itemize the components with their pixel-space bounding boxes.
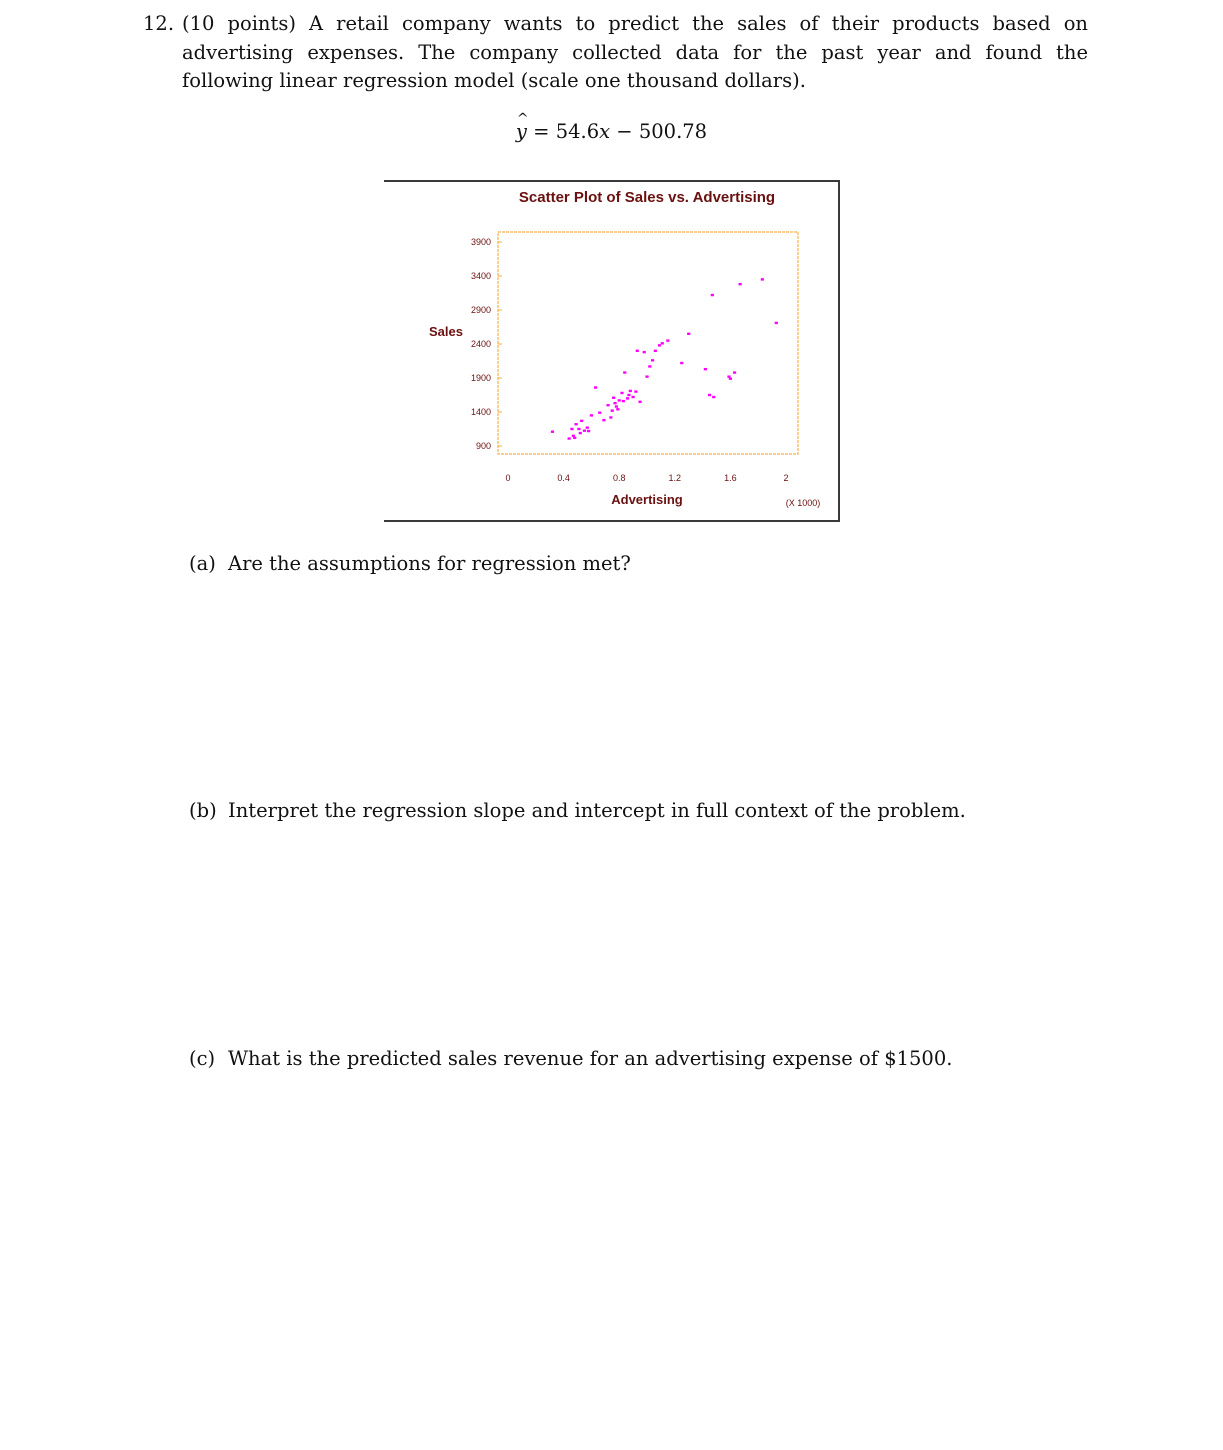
chart-title: Scatter Plot of Sales vs. Advertising [518,189,776,206]
scatter-point [570,428,573,430]
scatter-point [632,396,635,398]
y-tick-label: 2900 [470,305,491,315]
question-c-label: (c) [189,1047,216,1070]
y-tick-label: 1400 [470,407,491,417]
question-c-text: What is the predicted sales revenue for an advertising expense of $1500. [228,1047,953,1070]
scatter-point [634,390,637,392]
plot-area-border [498,232,798,454]
scatter-point [598,411,601,413]
problem-number: 12. [143,12,175,35]
equation-lhs: ^ y [516,120,527,143]
x-tick-label: 2 [783,473,789,483]
scatter-point [579,432,582,434]
x-tick-label: 1.6 [724,473,737,483]
scatter-point [580,420,583,422]
scatter-point [620,392,623,394]
scatter-point [606,404,609,406]
equation-variable: x [599,120,611,143]
scatter-point [729,377,732,379]
x-axis-ticks [505,473,788,483]
scatter-point [658,344,661,346]
scatter-point [661,342,664,344]
problem-statement [143,10,1088,96]
scatter-point [575,423,578,425]
scatter-point [590,414,593,416]
scatter-point [615,405,618,407]
question-b-text: Interpret the regression slope and intercept in full context of the problem. [228,799,966,822]
scatter-point [643,351,646,353]
question-a-text: Are the assumptions for regression met? [228,552,631,575]
scatter-point [666,339,669,341]
question-a [189,550,631,578]
scatter-point [704,368,707,370]
scatter-point [626,397,629,399]
question-a-label: (a) [189,552,216,575]
y-axis-label: Sales [429,324,463,339]
scatter-point [586,426,589,428]
x-axis-label: Advertising [611,492,683,507]
scatter-point [687,333,690,335]
equation-intercept: − 500.78 [610,120,708,143]
x-tick-label: 0.8 [612,473,626,483]
scatter-point [775,322,778,324]
scatter-point [618,399,621,401]
scatter-point [573,437,576,439]
scatter-point [739,283,742,285]
scatter-point [651,359,654,361]
scatter-point [587,430,590,432]
x-tick-label: 0 [505,473,511,483]
scatter-point [612,397,615,399]
scatter-points [551,278,778,440]
scatter-point [616,408,619,410]
scatter-point [568,437,571,439]
y-tick-label: 900 [475,441,491,451]
regression-equation [0,120,1223,143]
problem-text: (10 points) A retail company wants to predict the sales of their products based on advertising expenses. The company collected data for the past year and found the following linear regression model (scale one thousand dollars). [182,12,1088,92]
y-tick-label: 2400 [470,339,491,349]
scatter-point [680,362,683,364]
scatter-point [594,386,597,388]
scatter-point [602,419,605,421]
scatter-point [609,416,612,418]
scatter-point [551,431,554,433]
scatter-point [733,371,736,373]
scatter-point [611,409,614,411]
x-axis-scale-note: (X 1000) [785,498,821,508]
equation-slope: = 54.6 [526,120,600,143]
y-axis-ticks [471,237,502,451]
scatter-point [613,402,616,404]
scatter-point [708,394,711,396]
y-tick-label: 1900 [470,373,491,383]
scatter-point [654,350,657,352]
scatter-point [711,294,714,296]
scatter-point [629,390,632,392]
question-b-label: (b) [189,799,217,822]
question-b [189,797,966,825]
scatter-point [761,278,764,280]
x-tick-label: 0.4 [557,473,570,483]
scatter-chart [384,182,840,524]
scatter-point [712,396,715,398]
scatter-point [636,350,639,352]
y-tick-label: 3400 [470,271,491,281]
scatter-chart-frame [384,180,840,522]
scatter-point [577,428,580,430]
scatter-point [648,365,651,367]
scatter-point [627,394,630,396]
x-tick-label: 1.2 [668,473,682,483]
scatter-point [623,371,626,373]
scatter-point [638,401,641,403]
scatter-point [583,430,586,432]
scatter-point [622,400,625,402]
y-tick-label: 3900 [470,237,491,247]
question-c [189,1045,952,1073]
scatter-point [645,375,648,377]
